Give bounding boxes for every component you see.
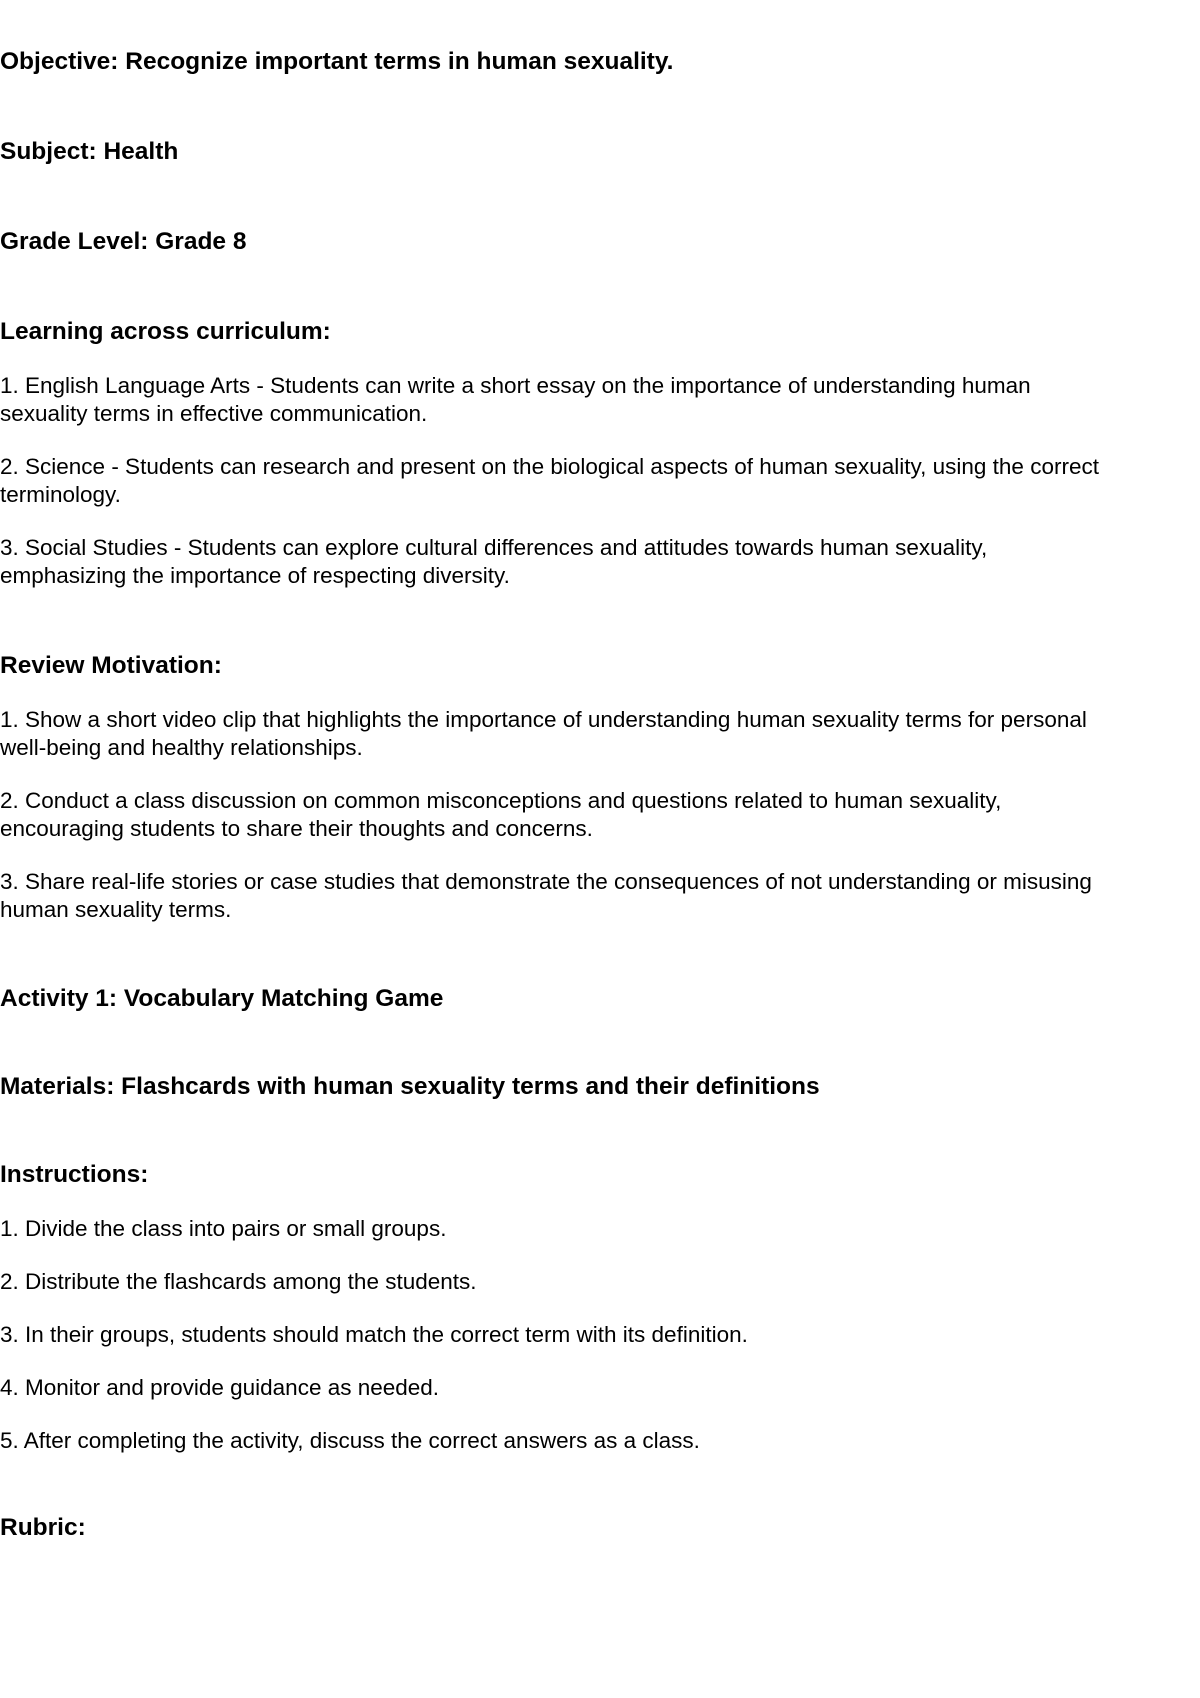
instruction-item-3: 3. In their groups, students should match the correct term with its definition. bbox=[0, 1322, 748, 1347]
curriculum-item-2-line-2: terminology. bbox=[0, 482, 121, 507]
instruction-item-2: 2. Distribute the flashcards among the students. bbox=[0, 1269, 477, 1294]
motivation-item-3-line-2: human sexuality terms. bbox=[0, 897, 232, 922]
grade-level-heading: Grade Level: Grade 8 bbox=[0, 228, 247, 255]
instruction-item-5: 5. After completing the activity, discuss the correct answers as a class. bbox=[0, 1428, 700, 1453]
instruction-item-4: 4. Monitor and provide guidance as needed. bbox=[0, 1375, 440, 1400]
instructions-heading: Instructions: bbox=[0, 1161, 149, 1188]
subject-heading: Subject: Health bbox=[0, 138, 179, 165]
learning-across-curriculum-heading: Learning across curriculum: bbox=[0, 318, 331, 345]
curriculum-item-2-line-1: 2. Science - Students can research and present on the biological aspects of human sexuality, using the correct bbox=[0, 454, 1099, 479]
motivation-item-2-line-1: 2. Conduct a class discussion on common misconceptions and questions related to human sexuality, bbox=[0, 788, 1002, 813]
curriculum-item-1-line-2: sexuality terms in effective communication. bbox=[0, 401, 428, 426]
motivation-item-2-line-2: encouraging students to share their thoughts and concerns. bbox=[0, 816, 593, 841]
motivation-item-3-line-1: 3. Share real-life stories or case studies that demonstrate the consequences of not understanding or misusing bbox=[0, 869, 1092, 894]
motivation-item-1-line-1: 1. Show a short video clip that highlights the importance of understanding human sexuality terms for personal bbox=[0, 707, 1087, 732]
objective-heading: Objective: Recognize important terms in human sexuality. bbox=[0, 48, 674, 75]
activity-1-title: Activity 1: Vocabulary Matching Game bbox=[0, 985, 444, 1012]
activity-1-materials: Materials: Flashcards with human sexuality terms and their definitions bbox=[0, 1073, 820, 1100]
curriculum-item-3-line-2: emphasizing the importance of respecting diversity. bbox=[0, 563, 510, 588]
rubric-heading: Rubric: bbox=[0, 1514, 86, 1541]
review-motivation-heading: Review Motivation: bbox=[0, 652, 222, 679]
motivation-item-1-line-2: well-being and healthy relationships. bbox=[0, 735, 363, 760]
instruction-item-1: 1. Divide the class into pairs or small groups. bbox=[0, 1216, 447, 1241]
curriculum-item-3-line-1: 3. Social Studies - Students can explore cultural differences and attitudes towards human sexuality, bbox=[0, 535, 988, 560]
curriculum-item-1-line-1: 1. English Language Arts - Students can write a short essay on the importance of understanding human bbox=[0, 373, 1031, 398]
